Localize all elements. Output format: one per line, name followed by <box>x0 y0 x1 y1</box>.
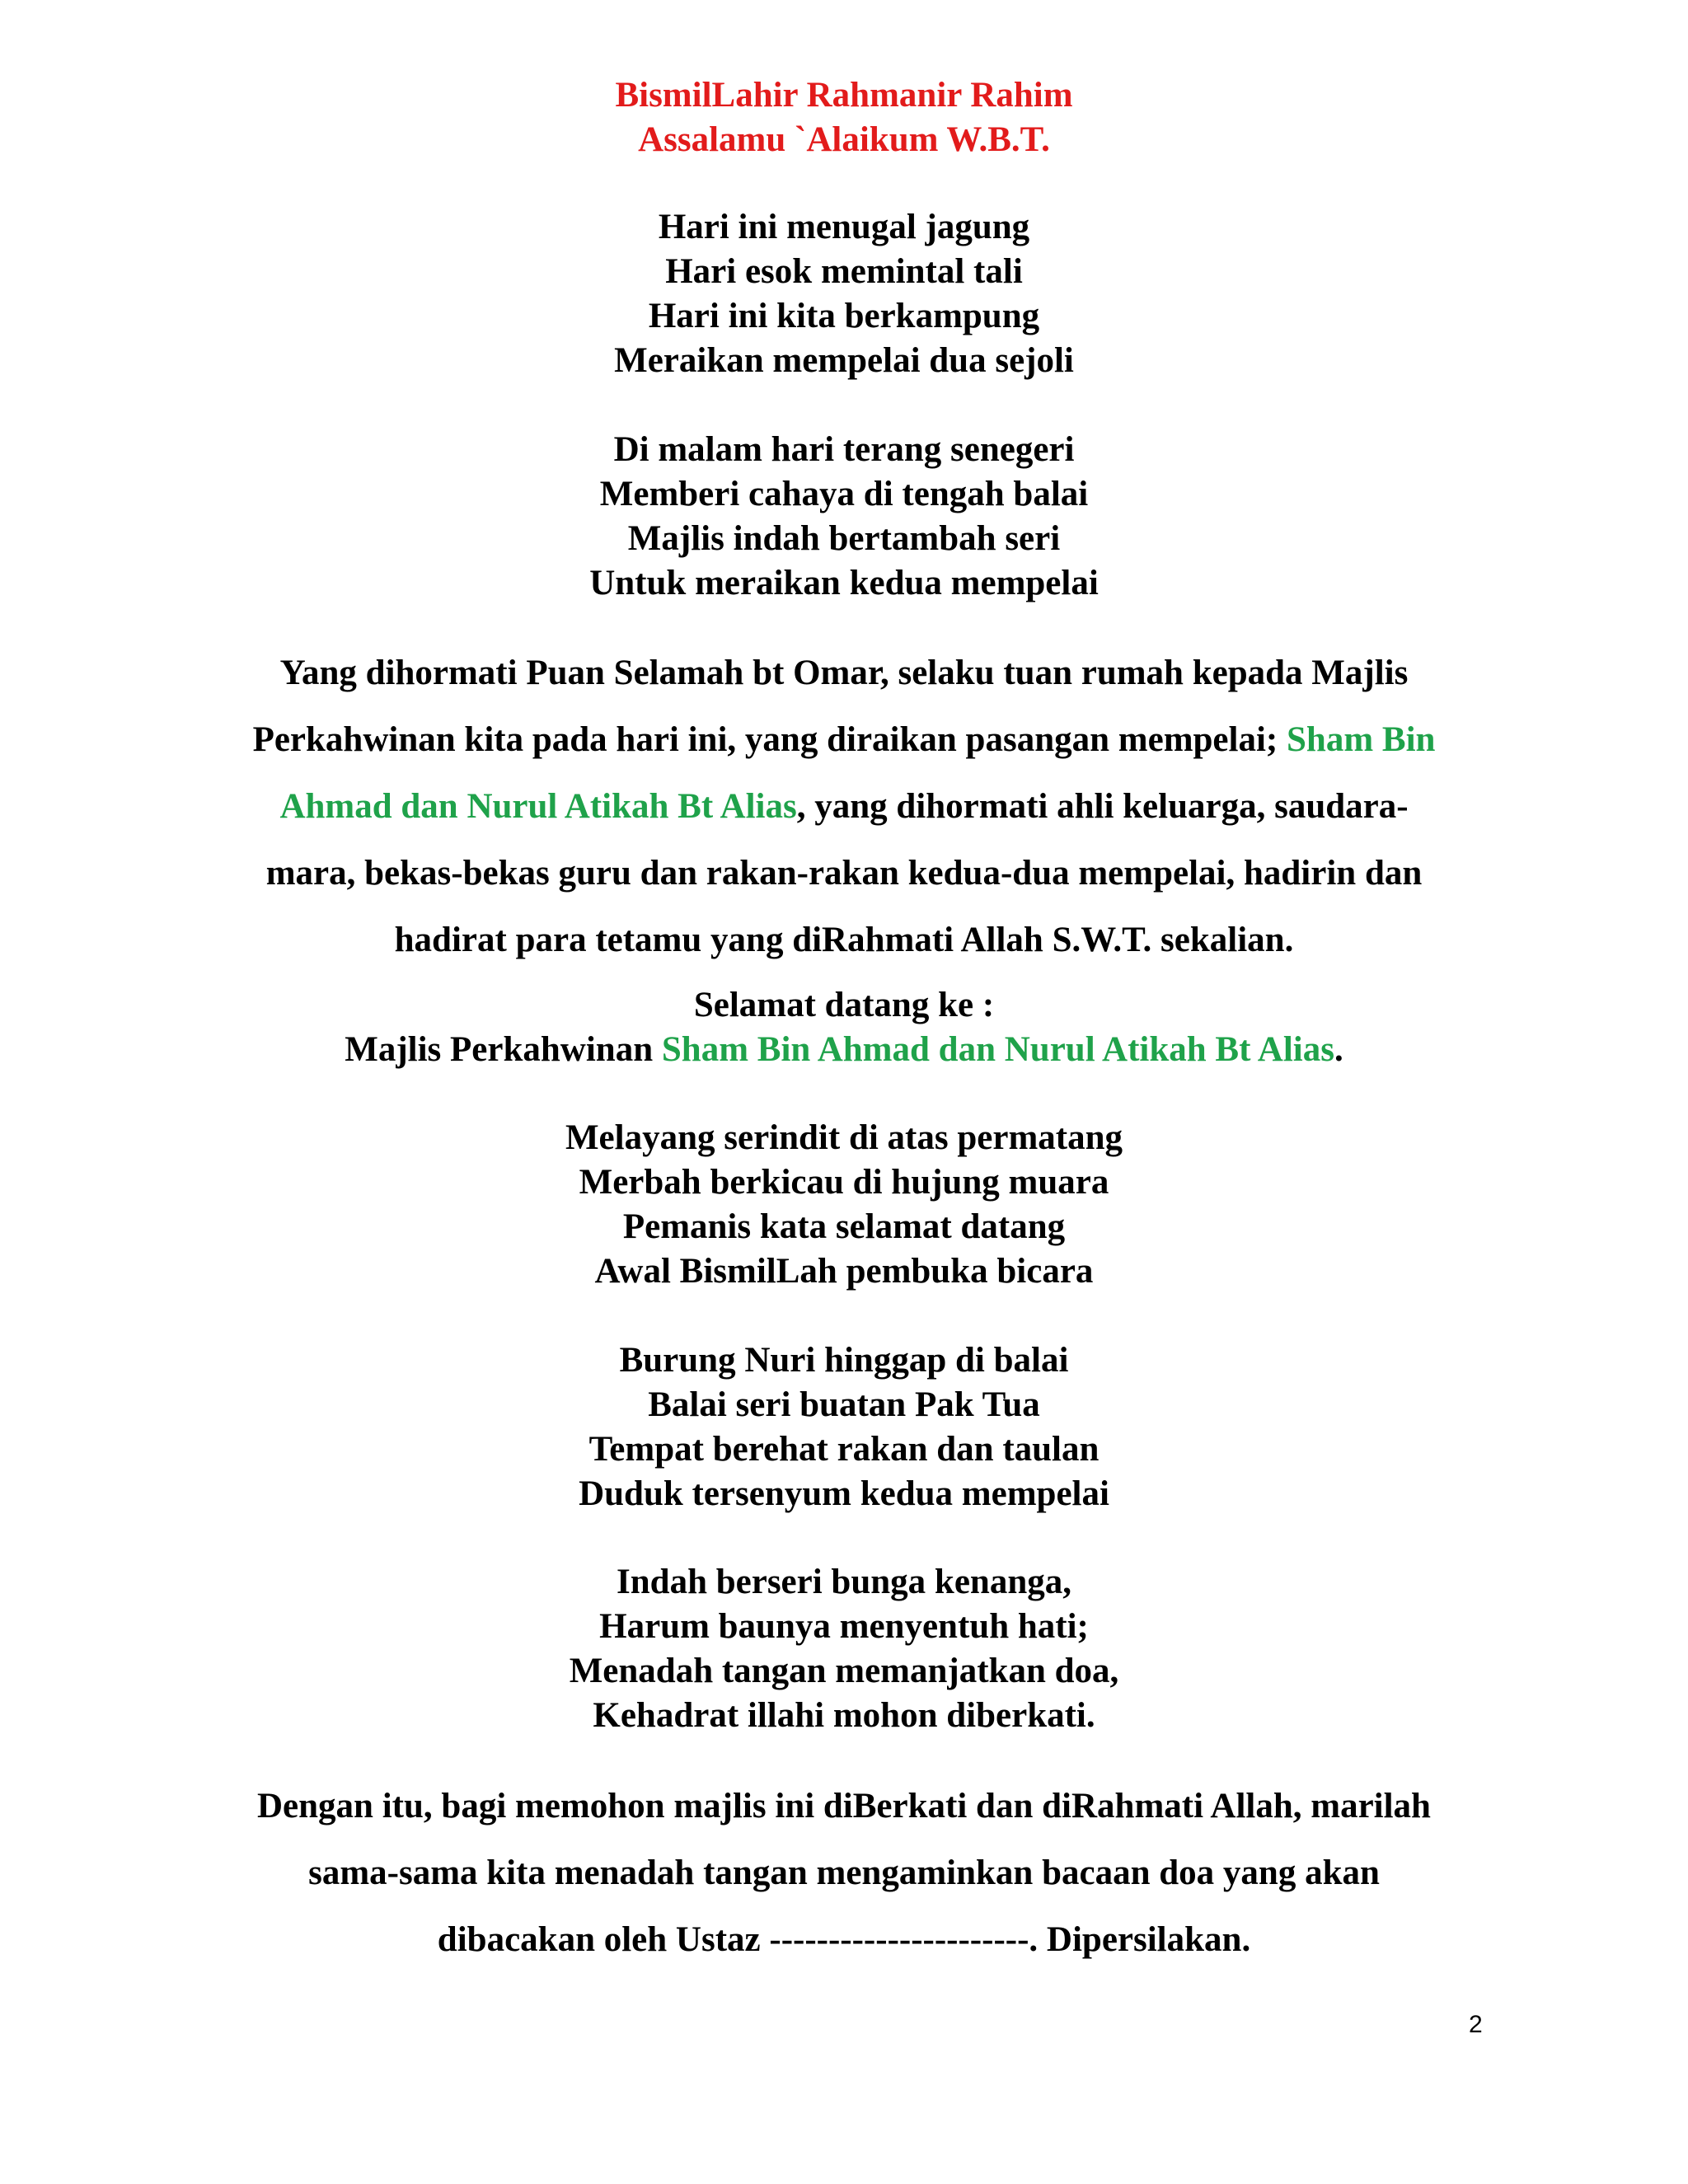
pantun-line: Kehadrat illahi mohon diberkati. <box>593 1696 1095 1735</box>
couple-names: Ahmad dan Nurul Atikah Bt Alias <box>279 787 797 826</box>
closing-line-1: Dengan itu, bagi memohon majlis ini diBerkati dan diRahmati Allah, marilah <box>257 1787 1431 1825</box>
pantun-line: Di malam hari terang senegeri <box>613 430 1075 469</box>
welcome-text: Majlis Perkahwinan <box>345 1030 662 1069</box>
pantun-line: Balai seri buatan Pak Tua <box>648 1385 1040 1424</box>
pantun-line: Majlis indah bertambah seri <box>627 519 1061 558</box>
pantun-line: Hari ini menugal jagung <box>658 208 1030 246</box>
pantun-line: Burung Nuri hinggap di balai <box>619 1341 1069 1380</box>
intro-line-3 <box>165 773 1523 840</box>
pantun-1 <box>0 205 1688 383</box>
welcome-block <box>0 983 1688 1072</box>
pantun-line: Pemanis kata selamat datang <box>622 1207 1066 1246</box>
pantun-line: Hari ini kita berkampung <box>648 297 1040 335</box>
pantun-3 <box>0 1116 1688 1294</box>
pantun-4 <box>0 1338 1688 1516</box>
pantun-line: Indah berseri bunga kenanga, <box>617 1563 1071 1601</box>
closing-line-2: sama-sama kita menadah tangan mengaminkan bacaan doa yang akan <box>308 1854 1380 1892</box>
closing-line-3: dibacakan oleh Ustaz ----------------------. Dipersilakan. <box>437 1920 1251 1959</box>
pantun-5 <box>0 1560 1688 1738</box>
pantun-line: Memberi cahaya di tengah balai <box>599 475 1089 513</box>
pantun-line: Hari esok memintal tali <box>665 252 1023 291</box>
greeting-line-2: Assalamu `Alaikum W.B.T. <box>638 120 1050 159</box>
pantun-line: Duduk tersenyum kedua mempelai <box>579 1474 1109 1513</box>
pantun-line: Harum baunya menyentuh hati; <box>599 1607 1089 1646</box>
pantun-line: Melayang serindit di atas permatang <box>565 1118 1123 1157</box>
intro-line-1: Yang dihormati Puan Selamah bt Omar, selaku tuan rumah kepada Majlis <box>279 654 1409 692</box>
pantun-2 <box>0 428 1688 606</box>
pantun-line: Tempat berehat rakan dan taulan <box>588 1430 1100 1469</box>
intro-paragraph <box>165 640 1523 973</box>
pantun-line: Awal BismilLah pembuka bicara <box>594 1252 1094 1291</box>
pantun-line: Untuk meraikan kedua mempelai <box>589 564 1099 602</box>
greeting-line-1: BismilLahir Rahmanir Rahim <box>615 76 1073 115</box>
intro-text: , yang dihormati ahli keluarga, saudara- <box>796 787 1409 826</box>
closing-paragraph <box>165 1773 1523 1973</box>
pantun-line: Meraikan mempelai dua sejoli <box>614 341 1074 380</box>
intro-text: Perkahwinan kita pada hari ini, yang diraikan pasangan mempelai; <box>252 720 1287 759</box>
welcome-period: . <box>1334 1030 1343 1069</box>
pantun-line: Menadah tangan memanjatkan doa, <box>569 1652 1119 1690</box>
couple-names: Sham Bin Ahmad dan Nurul Atikah Bt Alias <box>661 1030 1334 1069</box>
page-number: 2 <box>1469 2011 1483 2038</box>
intro-line-4: mara, bekas-bekas guru dan rakan-rakan kedua-dua mempelai, hadirin dan <box>265 854 1423 893</box>
couple-names: Sham Bin <box>1286 720 1436 759</box>
intro-line-2 <box>165 706 1523 773</box>
greeting-block <box>0 73 1688 162</box>
intro-line-5: hadirat para tetamu yang diRahmati Allah S.W.T. sekalian. <box>394 921 1294 959</box>
welcome-line-1: Selamat datang ke : <box>693 986 995 1024</box>
pantun-line: Merbah berkicau di hujung muara <box>579 1163 1109 1202</box>
welcome-line-2 <box>0 1028 1688 1072</box>
